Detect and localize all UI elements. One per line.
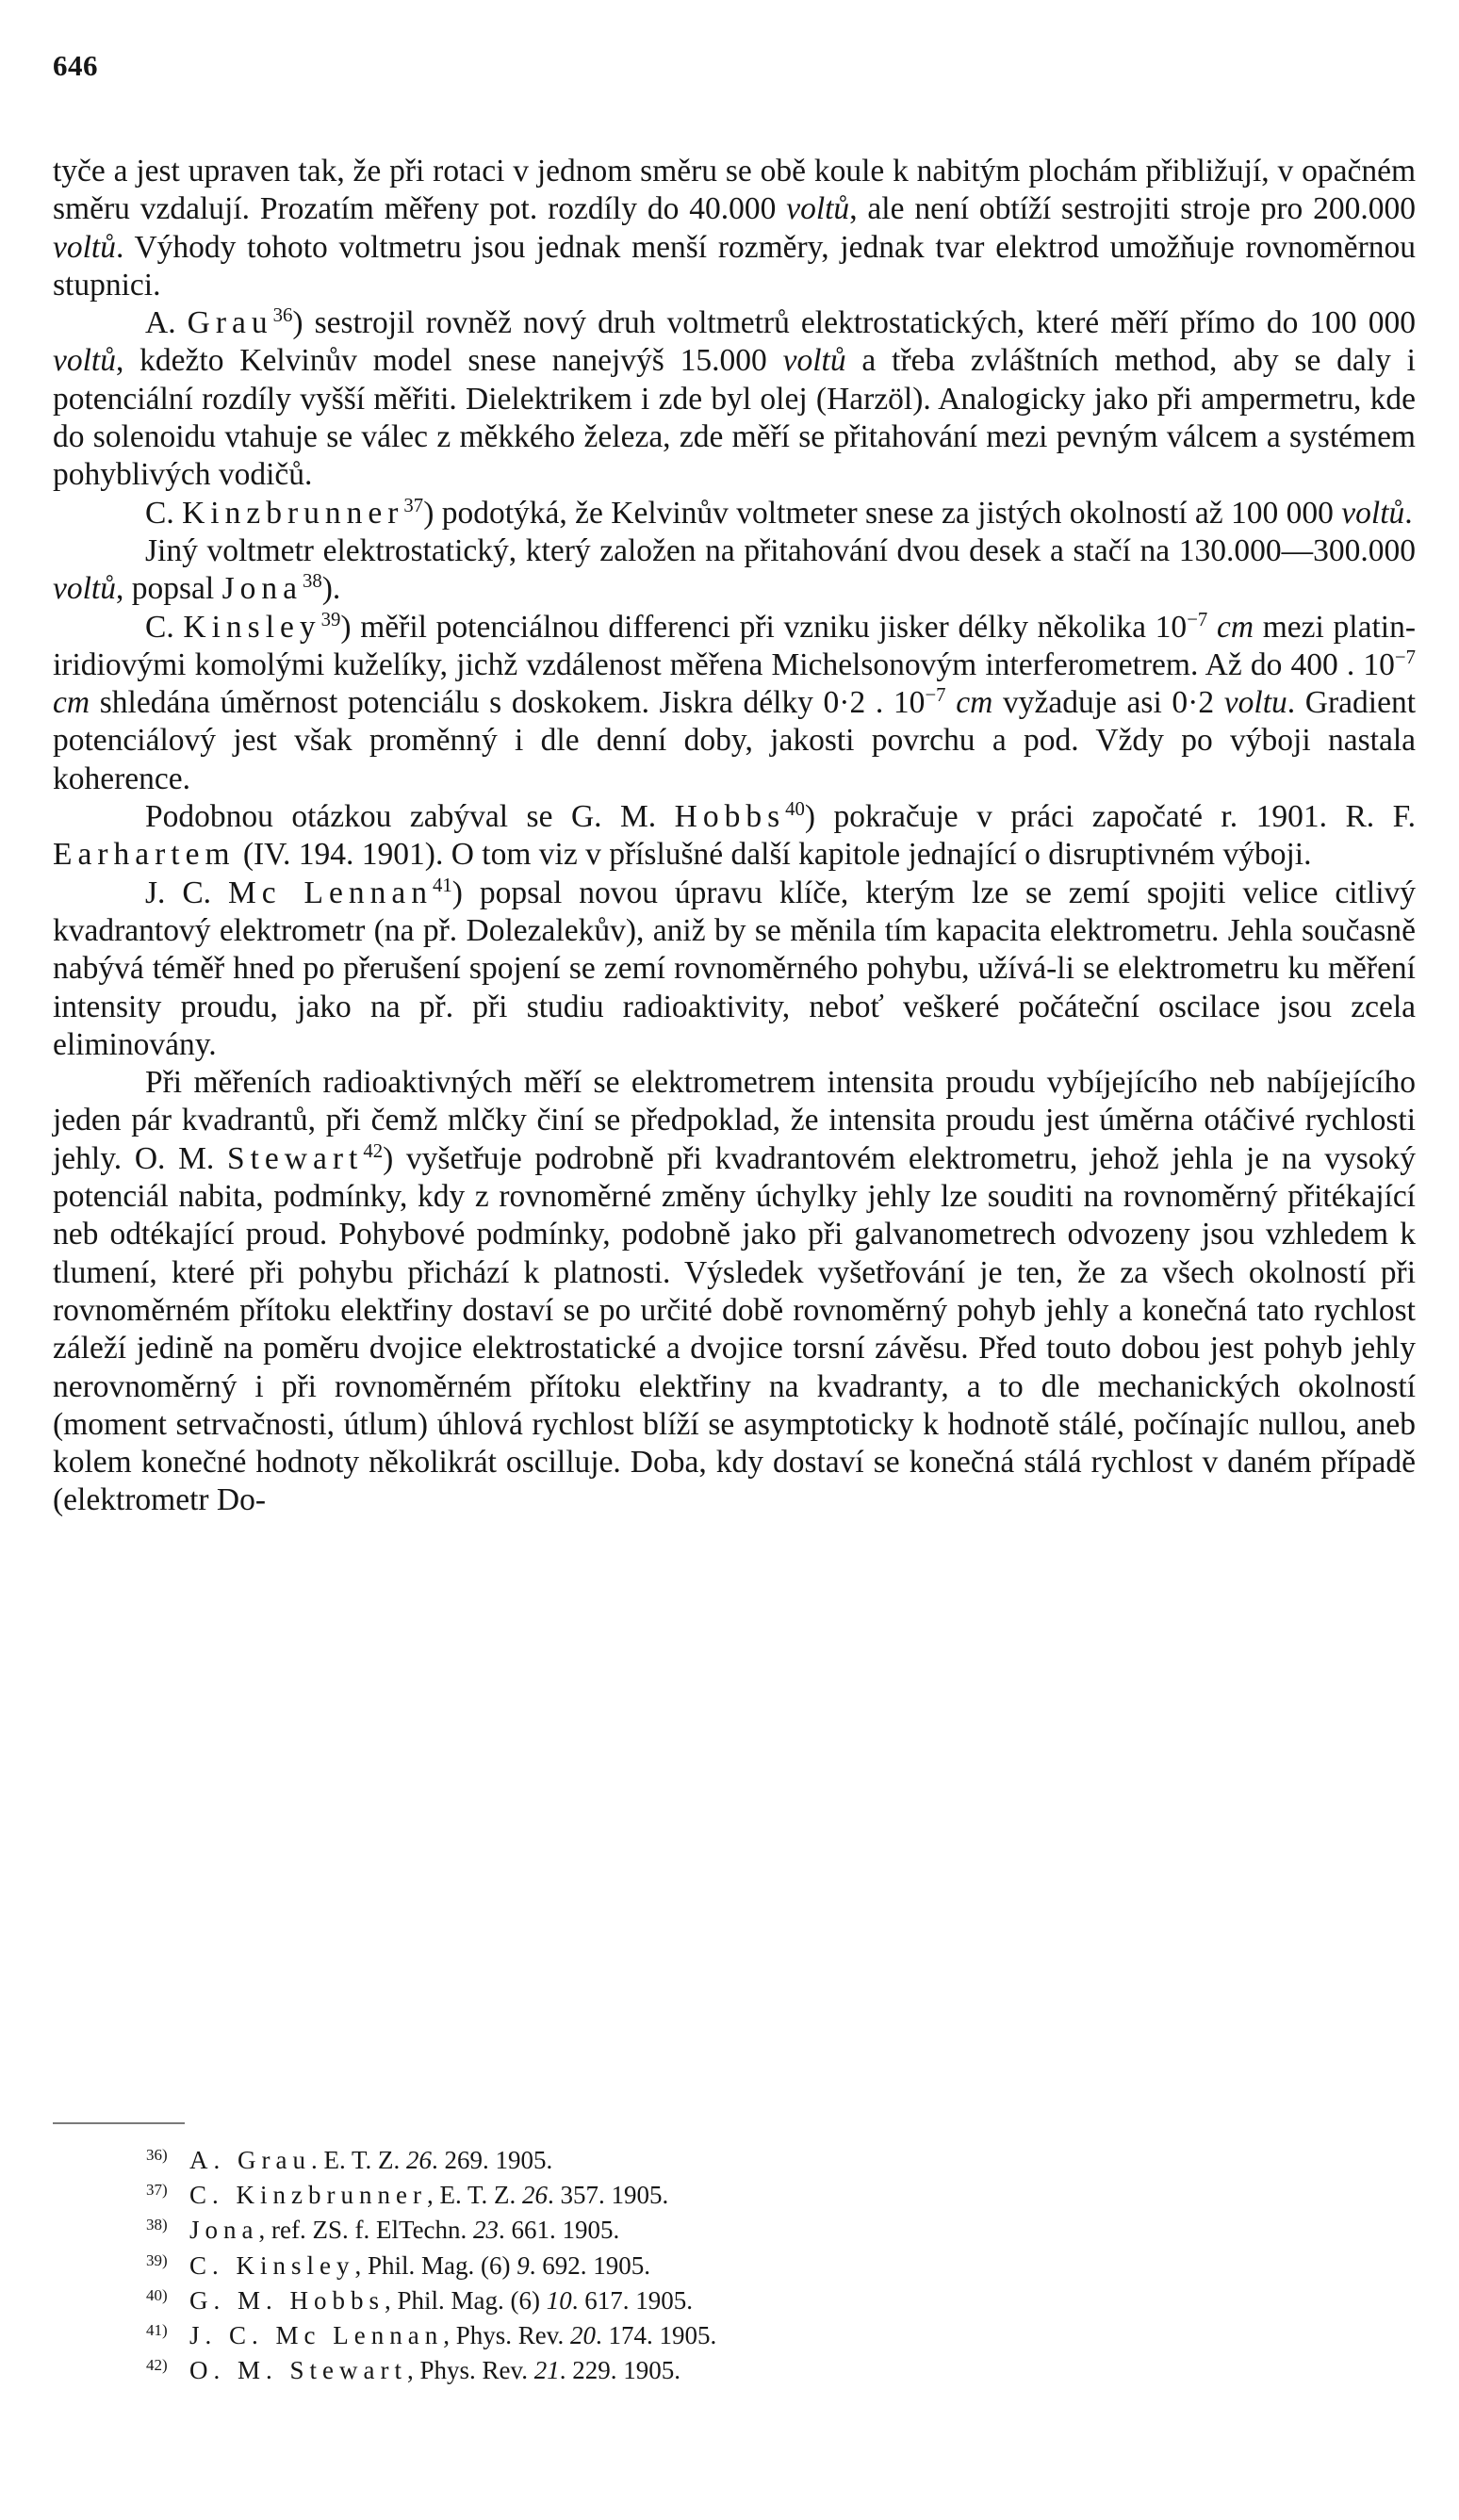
text-run: , ale není obtíží sestrojiti stroje pro 200.000 [849, 191, 1416, 227]
text-run: , kdežto Kelvinův model snese nanejvýš 15.000 [115, 343, 783, 379]
text-run: Jiný voltmetr elektrostatický, který založen na přitahování dvou desek a stačí na 130.000—300.000 [145, 532, 1416, 568]
footnote-source: , Phys. Rev. [406, 2356, 534, 2385]
text-run: vyžaduje asi 0·2 [992, 685, 1224, 721]
text-run: Při měřeních radioaktivných měří se elektrometrem intensita proudu vybíjejícího neb nabíjejícího jeden pár kvadrantů, při čemž mlčky činí se předpoklad, že intensita proudu jest úměrna otáčivé rychlosti jehly. O. M. [53, 1065, 1416, 1176]
author-name: Jona [221, 571, 303, 607]
exponent: −7 [1394, 646, 1416, 668]
text-run: . Gradient potenciálový jest však proměnný i dle denní doby, jakosti povrchu a pod. Vždy po výboji nastala koherence. [53, 685, 1416, 796]
footnote-volume: 26 [521, 2181, 548, 2210]
text-run: a třeba zvláštních method, aby se daly i potenciální rozdíly vyšší měřiti. Dielektrikem i zde byl olej (Harzöl). Analogicky jako při ampermetru, kde do solenoidu vtahuje se válec z měkkého železa, zde měří se přitahování mezi pevným válcem a systémem pohyblivých vodičů. [53, 343, 1416, 493]
footnote-volume: 23 [473, 2216, 500, 2245]
footnote-source: , ref. ZS. f. ElTechn. [258, 2216, 474, 2245]
text-run: mezi platin-iridiovými komolými kuželíky, jichž vzdálenost měřena Michelsonovým interferometrem. Až do 400 . 10 [53, 609, 1416, 682]
footnote-ref: 36 [272, 304, 293, 327]
unit-volt: voltů [53, 343, 116, 379]
footnote-ref: 40 [785, 797, 805, 820]
footnote-page-year: . 229. 1905. [559, 2356, 680, 2385]
unit-cm: cm [1217, 609, 1254, 645]
footnote-mark: 37) [146, 2181, 168, 2200]
footnote-volume: 21 [533, 2356, 560, 2385]
footnote-source: , Phil. Mag. (6) [385, 2285, 547, 2315]
author-name: Kinzbrunner [182, 495, 404, 531]
footnote-author: O. M. Stewart [189, 2356, 407, 2385]
footnote-page-year: . 617. 1905. [571, 2285, 694, 2315]
footnote-author: Jona [189, 2216, 259, 2245]
footnote-mark: 41) [146, 2321, 168, 2340]
footnote-mark: 36) [146, 2146, 168, 2164]
text-run: ). [321, 571, 341, 607]
paragraph-grau [53, 304, 1416, 494]
text-run: ) podotýká, že Kelvinův voltmeter snese za jistých okolností až 100 000 [423, 495, 1342, 531]
unit-cm: cm [956, 685, 993, 721]
unit-volt: voltů [1341, 495, 1405, 531]
footnote-source: , E. T. Z. [426, 2181, 522, 2210]
footnote-page-year: . 269. 1905. [431, 2146, 553, 2174]
text-run: (IV. 194. 1901). O tom viz v příslušné další kapitole jednající o disruptivném výboji. [235, 837, 1312, 873]
author-name: Kinsley [183, 609, 321, 645]
unit-volt: voltů [53, 229, 116, 265]
paragraph-kinsley [53, 609, 1416, 798]
footnote-volume: 20 [569, 2321, 596, 2350]
footnote-41 [146, 2315, 994, 2350]
text-run: ) měřil potenciálnou differenci při vzniku jisker délky několika 10 [340, 609, 1188, 645]
footnote-39 [146, 2246, 994, 2281]
unit-volt: voltu [1223, 685, 1287, 721]
unit-volt: voltů [53, 571, 116, 607]
footnote-volume: 10 [546, 2285, 572, 2315]
text-run: A. [145, 305, 188, 341]
paragraph-stewart [53, 1064, 1416, 1520]
text-run: ) popsal novou úpravu klíče, kterým lze se zemí spojiti velice citlivý kvadrantový elektrometr (na př. Dolezalekův), aniž by se měnila tím kapacita elektrometru. Jehla současně nabývá téměř hned po přerušení spojení se zemí rovnoměrného pohybu, užívá-li se elektrometru ku měření intensity proudu, jako na př. při studiu radioaktivity, neboť veškeré počáteční oscilace jsou zcela eliminovány. [53, 875, 1416, 1062]
footnote-40 [146, 2281, 994, 2315]
footnote-author: J. C. Mc Lennan [189, 2321, 444, 2350]
exponent: −7 [1187, 608, 1208, 630]
author-name: Hobbs [674, 799, 786, 835]
paragraph-mc-lennan [53, 875, 1416, 1064]
footnote-ref: 39 [320, 608, 341, 630]
paragraph-kinzbrunner [53, 495, 1416, 532]
text-run: shledána úměrnost potenciálu s doskokem. Jiskra délky 0·2 . 10 [90, 685, 926, 721]
footnote-author: C. Kinzbrunner [189, 2181, 427, 2210]
footnote-page-year: . 174. 1905. [595, 2321, 717, 2350]
text-run: . Výhody tohoto voltmetru jsou jednak menší rozměry, jednak tvar elektrod umožňuje rovnoměrnou stupnici. [53, 229, 1416, 303]
footnote-author: G. M. Hobbs [189, 2285, 385, 2315]
text-run: . [1404, 495, 1413, 531]
footnote-ref: 42 [363, 1139, 384, 1162]
footnote-source: , Phys. Rev. [443, 2321, 570, 2350]
footnote-page-year: . 692. 1905. [529, 2250, 651, 2280]
paragraph-jona [53, 532, 1416, 609]
footnote-volume: 9 [516, 2250, 530, 2280]
footnote-ref: 37 [403, 494, 424, 516]
text-run: tyče a jest upraven tak, že při rotaci v jednom směru se obě koule k nabitým plochám přibližují, v opačném směru vzdalují. Prozatím měřeny pot. rozdíly do 40.000 [53, 154, 1416, 227]
author-name: Stewart [226, 1140, 364, 1176]
text-run [1207, 610, 1217, 645]
footnotes [146, 2140, 994, 2385]
footnote-author: C. Kinsley [189, 2250, 355, 2280]
footnote-page-year: . 357. 1905. [547, 2181, 669, 2210]
footnote-author: A. Grau [189, 2146, 311, 2174]
text-run: C. [145, 609, 184, 645]
paragraph-hobbs [53, 798, 1416, 875]
text-run: C. [145, 495, 183, 531]
page-number: 646 [53, 49, 98, 82]
footnote-separator [53, 2122, 185, 2124]
footnote-ref: 41 [433, 874, 452, 896]
text-run: ) pokračuje v práci započaté r. 1901. R. F. [804, 799, 1416, 835]
footnote-37 [146, 2175, 994, 2210]
footnote-38 [146, 2210, 994, 2245]
text-run: J. C. [145, 875, 228, 910]
paragraph-electrostatic-voltmeter-continued [53, 153, 1416, 304]
footnote-mark: 39) [146, 2250, 168, 2269]
footnote-volume: 26 [405, 2146, 432, 2174]
text-run [946, 685, 957, 720]
footnote-mark: 40) [146, 2285, 168, 2304]
unit-cm: cm [53, 685, 90, 721]
footnote-source: . E. T. Z. [310, 2146, 406, 2174]
footnote-mark: 38) [146, 2216, 168, 2234]
footnote-ref: 38 [302, 570, 322, 593]
footnote-source: , Phil. Mag. (6) [354, 2250, 517, 2280]
unit-volt: voltů [786, 191, 850, 227]
author-name: Mc Lennan [227, 875, 433, 910]
footnote-mark: 42) [146, 2356, 168, 2375]
footnote-36 [146, 2140, 994, 2175]
footnote-42 [146, 2350, 994, 2385]
body-text [53, 153, 1416, 1520]
text-run: ) sestrojil rovněž nový druh voltmetrů elektrostatických, které měří přímo do 100 000 [292, 305, 1416, 341]
author-name: Earhartem [53, 837, 236, 873]
unit-volt: voltů [782, 343, 846, 379]
exponent: −7 [925, 684, 946, 706]
footnote-page-year: . 661. 1905. [499, 2216, 620, 2245]
text-run: , popsal [115, 571, 222, 607]
author-name: Grau [187, 305, 273, 341]
text-run: ) vyšetřuje podrobně při kvadrantovém elektrometru, jehož jehla je na vysoký potenciál nabita, podmínky, kdy z rovnoměrné změny úchylky jehly lze souditi na rovnoměrný přitékající neb odtékající proud. Pohybové podmínky, podobně jako při galvanometrech odvozeny jsou vzhledem k tlumení, které při pohybu přichází k platnosti. Výsledek vyšetřování je ten, že za všech okolností při rovnoměrném přítoku elektřiny dostaví se po určité době rovnoměrný pohyb jehly a konečná tato rychlost záleží jedině na poměru dvojice elektrostatické a dvojice torsní závěsu. Před touto dobou jest pohyb jehly nerovnoměrný i při rovnoměrném přítoku elektřiny na kvadranty, a to dle mechanických okolností (moment setrvačnosti, útlum) úhlová rychlost blíží se asymptoticky k hodnotě stálé, počínajíc nullou, aneb kolem konečné hodnoty několikrát oscilluje. Doba, kdy dostaví se konečná stálá rychlost v daném případě (elektrometr Do- [53, 1140, 1416, 1518]
text-run: Podobnou otázkou zabýval se G. M. [145, 799, 675, 835]
